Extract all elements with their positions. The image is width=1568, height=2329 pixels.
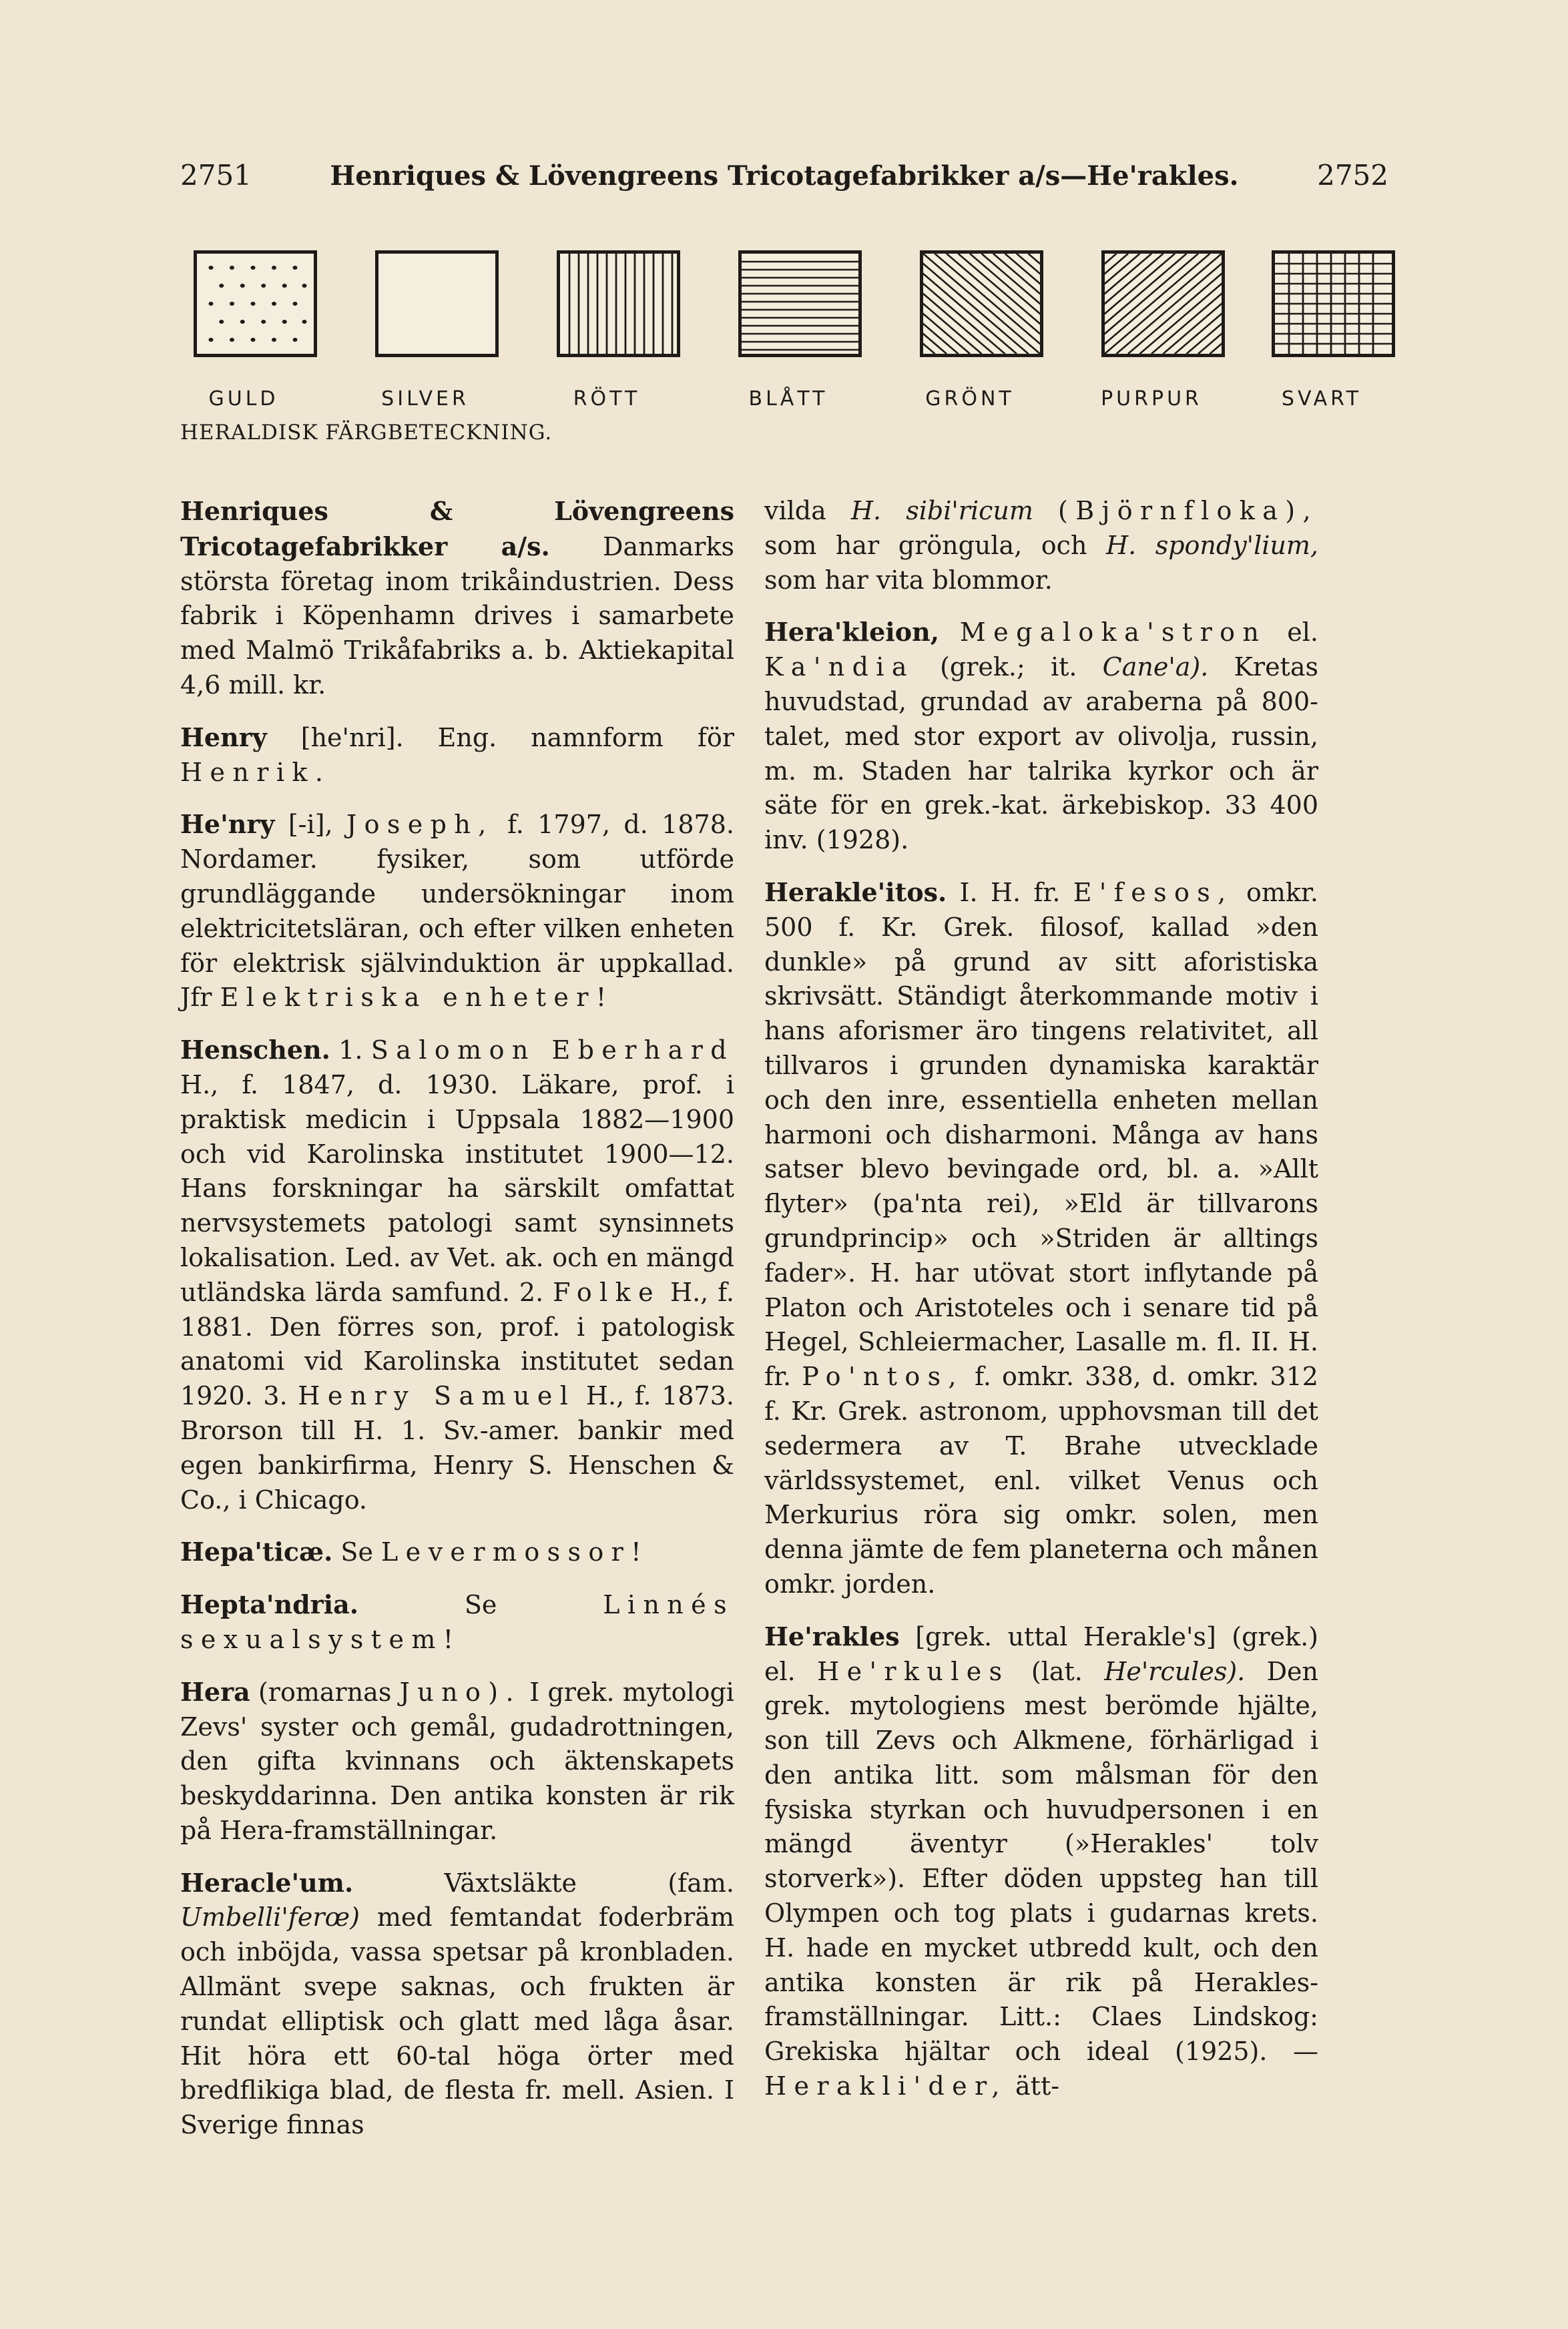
entry-headword: Henry xyxy=(180,722,267,752)
entry-henschen: Henschen. 1. Salomon Eberhard H., f. 1847, d. 1930. Läkare, prof. i praktisk medicin i Uppsala 1882—1900 och vid Karolinska institutet 1900—12. Hans forskningar ha särskilt omfattat nervsystemets patologi samt synsinnets lokalisation. Led. av Vet. ak. och en mängd utländska lärda samfund. 2. Folke H., f. 1881. Den förres son, prof. i patologisk anatomi vid Karolinska institutet sedan 1920. 3. Henry Samuel H., f. 1873. Brorson till H. 1. Sv.-amer. bankir med egen bankirfirma, Henry S. Henschen & Co., i Chicago. xyxy=(180,1035,734,1515)
label-blatt: BLÅTT xyxy=(748,387,828,411)
entry-herakleitos: Herakle'itos. I. H. fr. E'fesos, omkr. 500 f. Kr. Grek. filosof, kallad »den dunkle» på grund av sitt aforistiska skrivsätt. Ständigt återkommande motiv i hans aforismer äro tingens relativitet, all tillvaros i grunden dynamiska karaktär och den inre, essentiella enheten mellan harmoni och disharmoni. Många av hans satser blevo bevingade ord, bl. a. »Allt flyter» (pa'nta rei), »Eld är tillvarons grundprincip» och »Striden är alltings fader». H. har utövat stort inflytande på Platon och Aristoteles och i senare tid på Hegel, Schleiermacher, Lasalle m. fl. II. H. fr. Po'ntos, f. omkr. 338, d. omkr. 312 f. Kr. Grek. astronom, upphovsman till det sedermera av T. Brahe utvecklade världssystemet, enl. vilket Venus och Merkurius röra sig omkr. solen, men denna jämte de fem planeterna och månen omkr. jorden. xyxy=(764,876,1318,1599)
label-silver: SILVER xyxy=(381,387,469,411)
heraldry-caption: HERALDISK FÄRGBETECKNING. xyxy=(180,421,553,445)
label-purpur: PURPUR xyxy=(1101,387,1202,411)
swatch-rott xyxy=(557,250,680,357)
entry-headword: He'rakles xyxy=(764,1621,900,1651)
label-rott: RÖTT xyxy=(573,387,641,411)
page-number-right: 2752 xyxy=(1317,159,1388,192)
swatch-guld xyxy=(194,250,317,357)
swatch-svart xyxy=(1272,250,1395,357)
left-column xyxy=(180,494,734,2160)
entry-headword: Henriques & Lövengreens Tricotagefabrikker a/s. xyxy=(180,496,734,561)
entry-henry: Henry [he'nri]. Eng. namnform för Henrik. xyxy=(180,722,734,787)
heraldic-color-swatches xyxy=(194,250,1395,364)
entry-hepaticae: Hepa'ticæ. Se Levermossor! xyxy=(180,1537,649,1567)
entry-headword: Heracle'um. xyxy=(180,1867,354,1898)
page-header xyxy=(180,159,1388,192)
entry-herakles: He'rakles [grek. uttal Herakle's] (grek.) el. He'rkules (lat. He'rcules). Den grek. mytologiens mest berömde hjälte, son till Zevs och Alkmene, förhärligad i den antika litt. som målsman för den fysiska styrkan och huvudpersonen i en mängd äventyr (»Herakles' tolv storverk»). Efter döden uppsteg han till Olympen och tog plats i gudarnas krets. H. hade en mycket utbredd kult, och den antika konsten är rik på Herakles-framställningar. Litt.: Claes Lindskog: Grekiska hjältar och ideal (1925). — Herakli'der, ätt- xyxy=(764,1621,1318,2101)
entry-headword: Herakle'itos. xyxy=(764,876,947,907)
entry-headword: Henschen. xyxy=(180,1035,330,1065)
entry-henriques: Henriques & Lövengreens Tricotagefabrikker a/s. Danmarks största företag inom trikåindustrien. Dess fabrik i Köpenhamn drives i samarbete med Malmö Trikåfabriks a. b. Aktiekapital 4,6 mill. kr. xyxy=(180,496,734,700)
entry-headword: Hera'kleion, xyxy=(764,617,939,648)
label-guld: GULD xyxy=(208,387,279,411)
entry-headword: Hepta'ndria. xyxy=(180,1589,358,1620)
entry-heracleum: Heracle'um. Växtsläkte (fam. Umbelli'ferœ) med femtandat foderbräm och inböjda, vassa spetsar på kronbladen. Allmänt svepe saknas, och frukten är rundat elliptisk och glatt med låga åsar. Hit höra ett 60-tal höga örter med bredflikiga blad, de flesta fr. mell. Asien. I Sverige finnas xyxy=(180,1867,734,2140)
entry-headword: He'nry xyxy=(180,809,275,840)
entry-henry-joseph: He'nry [-i], Joseph, f. 1797, d. 1878. Nordamer. fysiker, som utförde grundläggande undersökningar inom elektricitetsläran, och efter vilken enheten för elektrisk självinduktion är uppkallad. Jfr Elektriska enheter! xyxy=(180,809,734,1013)
swatch-blatt xyxy=(738,250,862,357)
swatch-gront xyxy=(920,250,1043,357)
entry-herakleion: Hera'kleion, Megaloka'stron el. Ka'ndia (grek.; it. Cane'a). Kretas huvudstad, grundad av araberna på 800-talet, med stor export av olivolja, russin, m. m. Staden har talrika kyrkor och är säte för en grek.-kat. ärkebiskop. 33 400 inv. (1928). xyxy=(764,617,1318,855)
entry-headword: Hepa'ticæ. xyxy=(180,1537,333,1567)
label-gront: GRÖNT xyxy=(925,387,1015,411)
label-svart: SVART xyxy=(1281,387,1362,411)
swatch-silver xyxy=(375,250,499,357)
page-number-left: 2751 xyxy=(180,159,252,192)
entry-heracleum-continued: vilda H. sibi'ricum (Björnfloka), som har gröngula, och H. spondy'lium, som har vita blommor. xyxy=(764,496,1318,595)
running-title: Henriques & Lövengreens Tricotagefabrikker a/s—He'rakles. xyxy=(330,160,1239,192)
entry-headword: Hera xyxy=(180,1676,250,1707)
swatch-labels xyxy=(180,387,1402,421)
swatch-purpur xyxy=(1101,250,1225,357)
entry-hera: Hera (romarnas Juno). I grek. mytologi Zevs' syster och gemål, gudadrottningen, den gifta kvinnans och äktenskapets beskyddarinna. Den antika konsten är rik på Hera-framställningar. xyxy=(180,1676,734,1845)
entry-heptandria: Hepta'ndria. Se Linnés sexualsystem! xyxy=(180,1589,734,1654)
right-column xyxy=(764,494,1318,2121)
